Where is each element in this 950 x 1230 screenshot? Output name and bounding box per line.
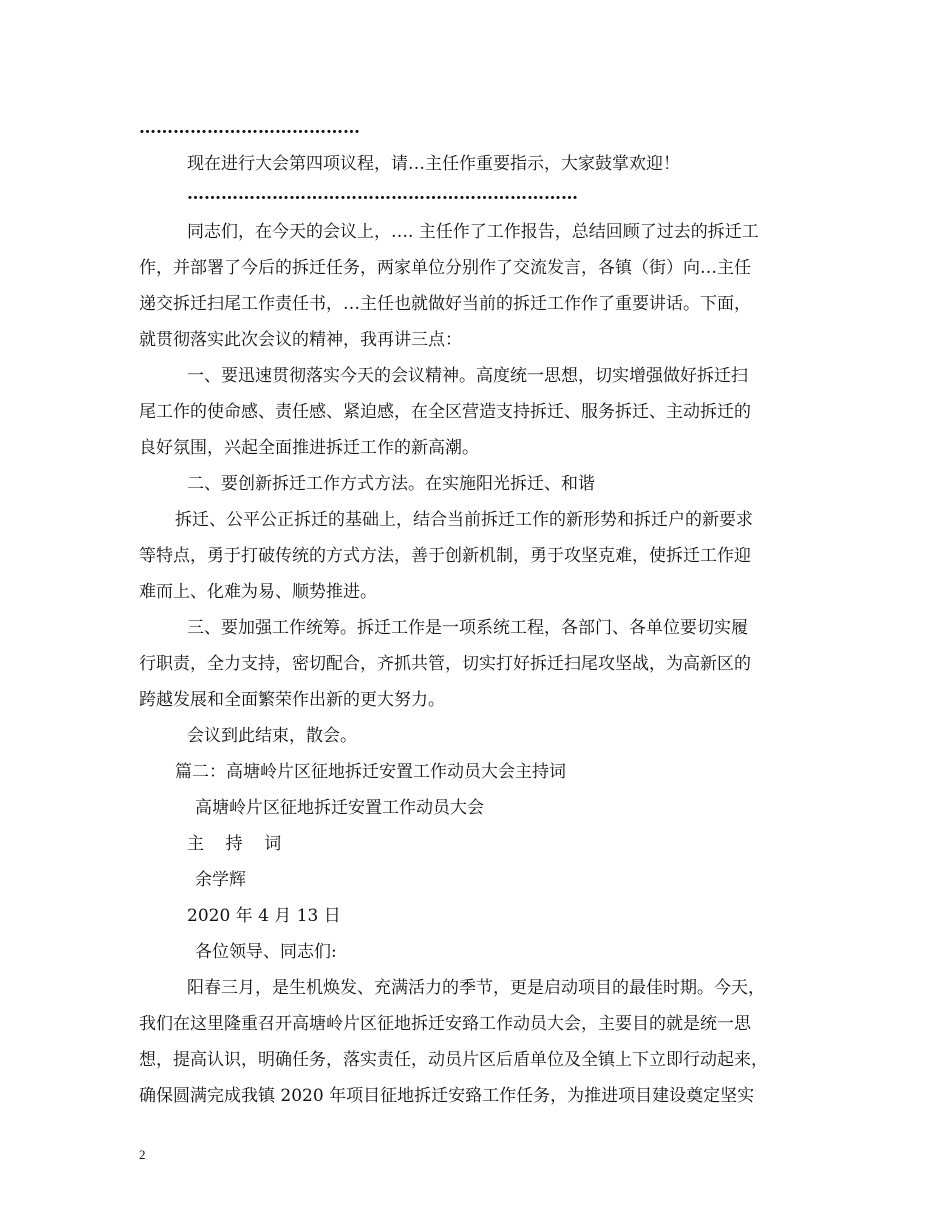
page-number: 2 (139, 1147, 146, 1162)
ellipsis-line-1: ………………………………… (139, 118, 360, 138)
text-line: 跨越发展和全面繁荣作出新的更大努力。 (139, 690, 445, 710)
text-line: 尾工作的使命感、责任感、紧迫感，在全区营造支持拆迁、服务拆迁、主动拆迁的 (139, 402, 751, 422)
text-line: 二、要创新拆迁工作方式方法。在实施阳光拆迁、和谐 (187, 474, 595, 494)
author-name: 余学辉 (195, 870, 246, 890)
section-title: 篇二：高塘岭片区征地拆迁安置工作动员大会主持词 (175, 762, 566, 782)
text-line: 现在进行大会第四项议程，请…主任作重要指示，大家鼓掌欢迎！ (187, 154, 680, 174)
text-line: 一、要迅速贯彻落实今天的会议精神。高度统一思想，切实增强做好拆迁扫 (187, 366, 748, 386)
salutation: 各位领导、同志们: (195, 942, 337, 962)
text-line: 良好氛围，兴起全面推进拆迁工作的新高潮。 (139, 438, 479, 458)
text-line: 会议到此结束，散会。 (187, 726, 357, 746)
text-line: 拆迁、公平公正拆迁的基础上，结合当前拆迁工作的新形势和拆迁户的新要求 (175, 510, 753, 530)
text-line: 同志们，在今天的会议上，…. 主任作了工作报告，总结回顾了过去的拆迁工 (187, 222, 759, 242)
ellipsis-line-2: …………………………………………………………… (187, 184, 578, 204)
text-line: 就贯彻落实此次会议的精神，我再讲三点： (139, 330, 462, 350)
date-line: 2020 年 4 月 13 日 (187, 906, 341, 926)
text-line: 阳春三月，是生机焕发、充满活力的季节，更是启动项目的最佳时期。今天， (187, 978, 765, 998)
meeting-title: 高塘岭片区征地拆迁安置工作动员大会 (195, 798, 484, 818)
text-line: 三、要加强工作统筹。拆迁工作是一项系统工程，各部门、各单位要切实履 (187, 618, 748, 638)
text-line: 等特点，勇于打破传统的方式方法，善于创新机制，勇于攻坚克难，使拆迁工作迎 (139, 546, 751, 566)
text-line: 作，并部署了今后的拆迁任务，两家单位分别作了交流发言，各镇（街）向…主任 (139, 258, 751, 278)
text-line: 确保圆满完成我镇 2020 年项目征地拆迁安臵工作任务，为推进项目建设奠定坚实 (139, 1086, 755, 1106)
text-line: 难而上、化难为易、顺势推进。 (139, 582, 377, 602)
text-line: 递交拆迁扫尾工作责任书，…主任也就做好当前的拆迁工作作了重要讲话。下面， (139, 294, 751, 314)
text-line: 行职责，全力支持，密切配合，齐抓共管，切实打好拆迁扫尾攻坚战，为高新区的 (139, 654, 751, 674)
text-line: 想，提高认识，明确任务，落实责任，动员片区后盾单位及全镇上下立即行动起来， (139, 1050, 768, 1070)
speech-heading: 主 持 词 (187, 834, 282, 854)
text-line: 我们在这里隆重召开高塘岭片区征地拆迁安臵工作动员大会，主要目的就是统一思 (139, 1014, 751, 1034)
